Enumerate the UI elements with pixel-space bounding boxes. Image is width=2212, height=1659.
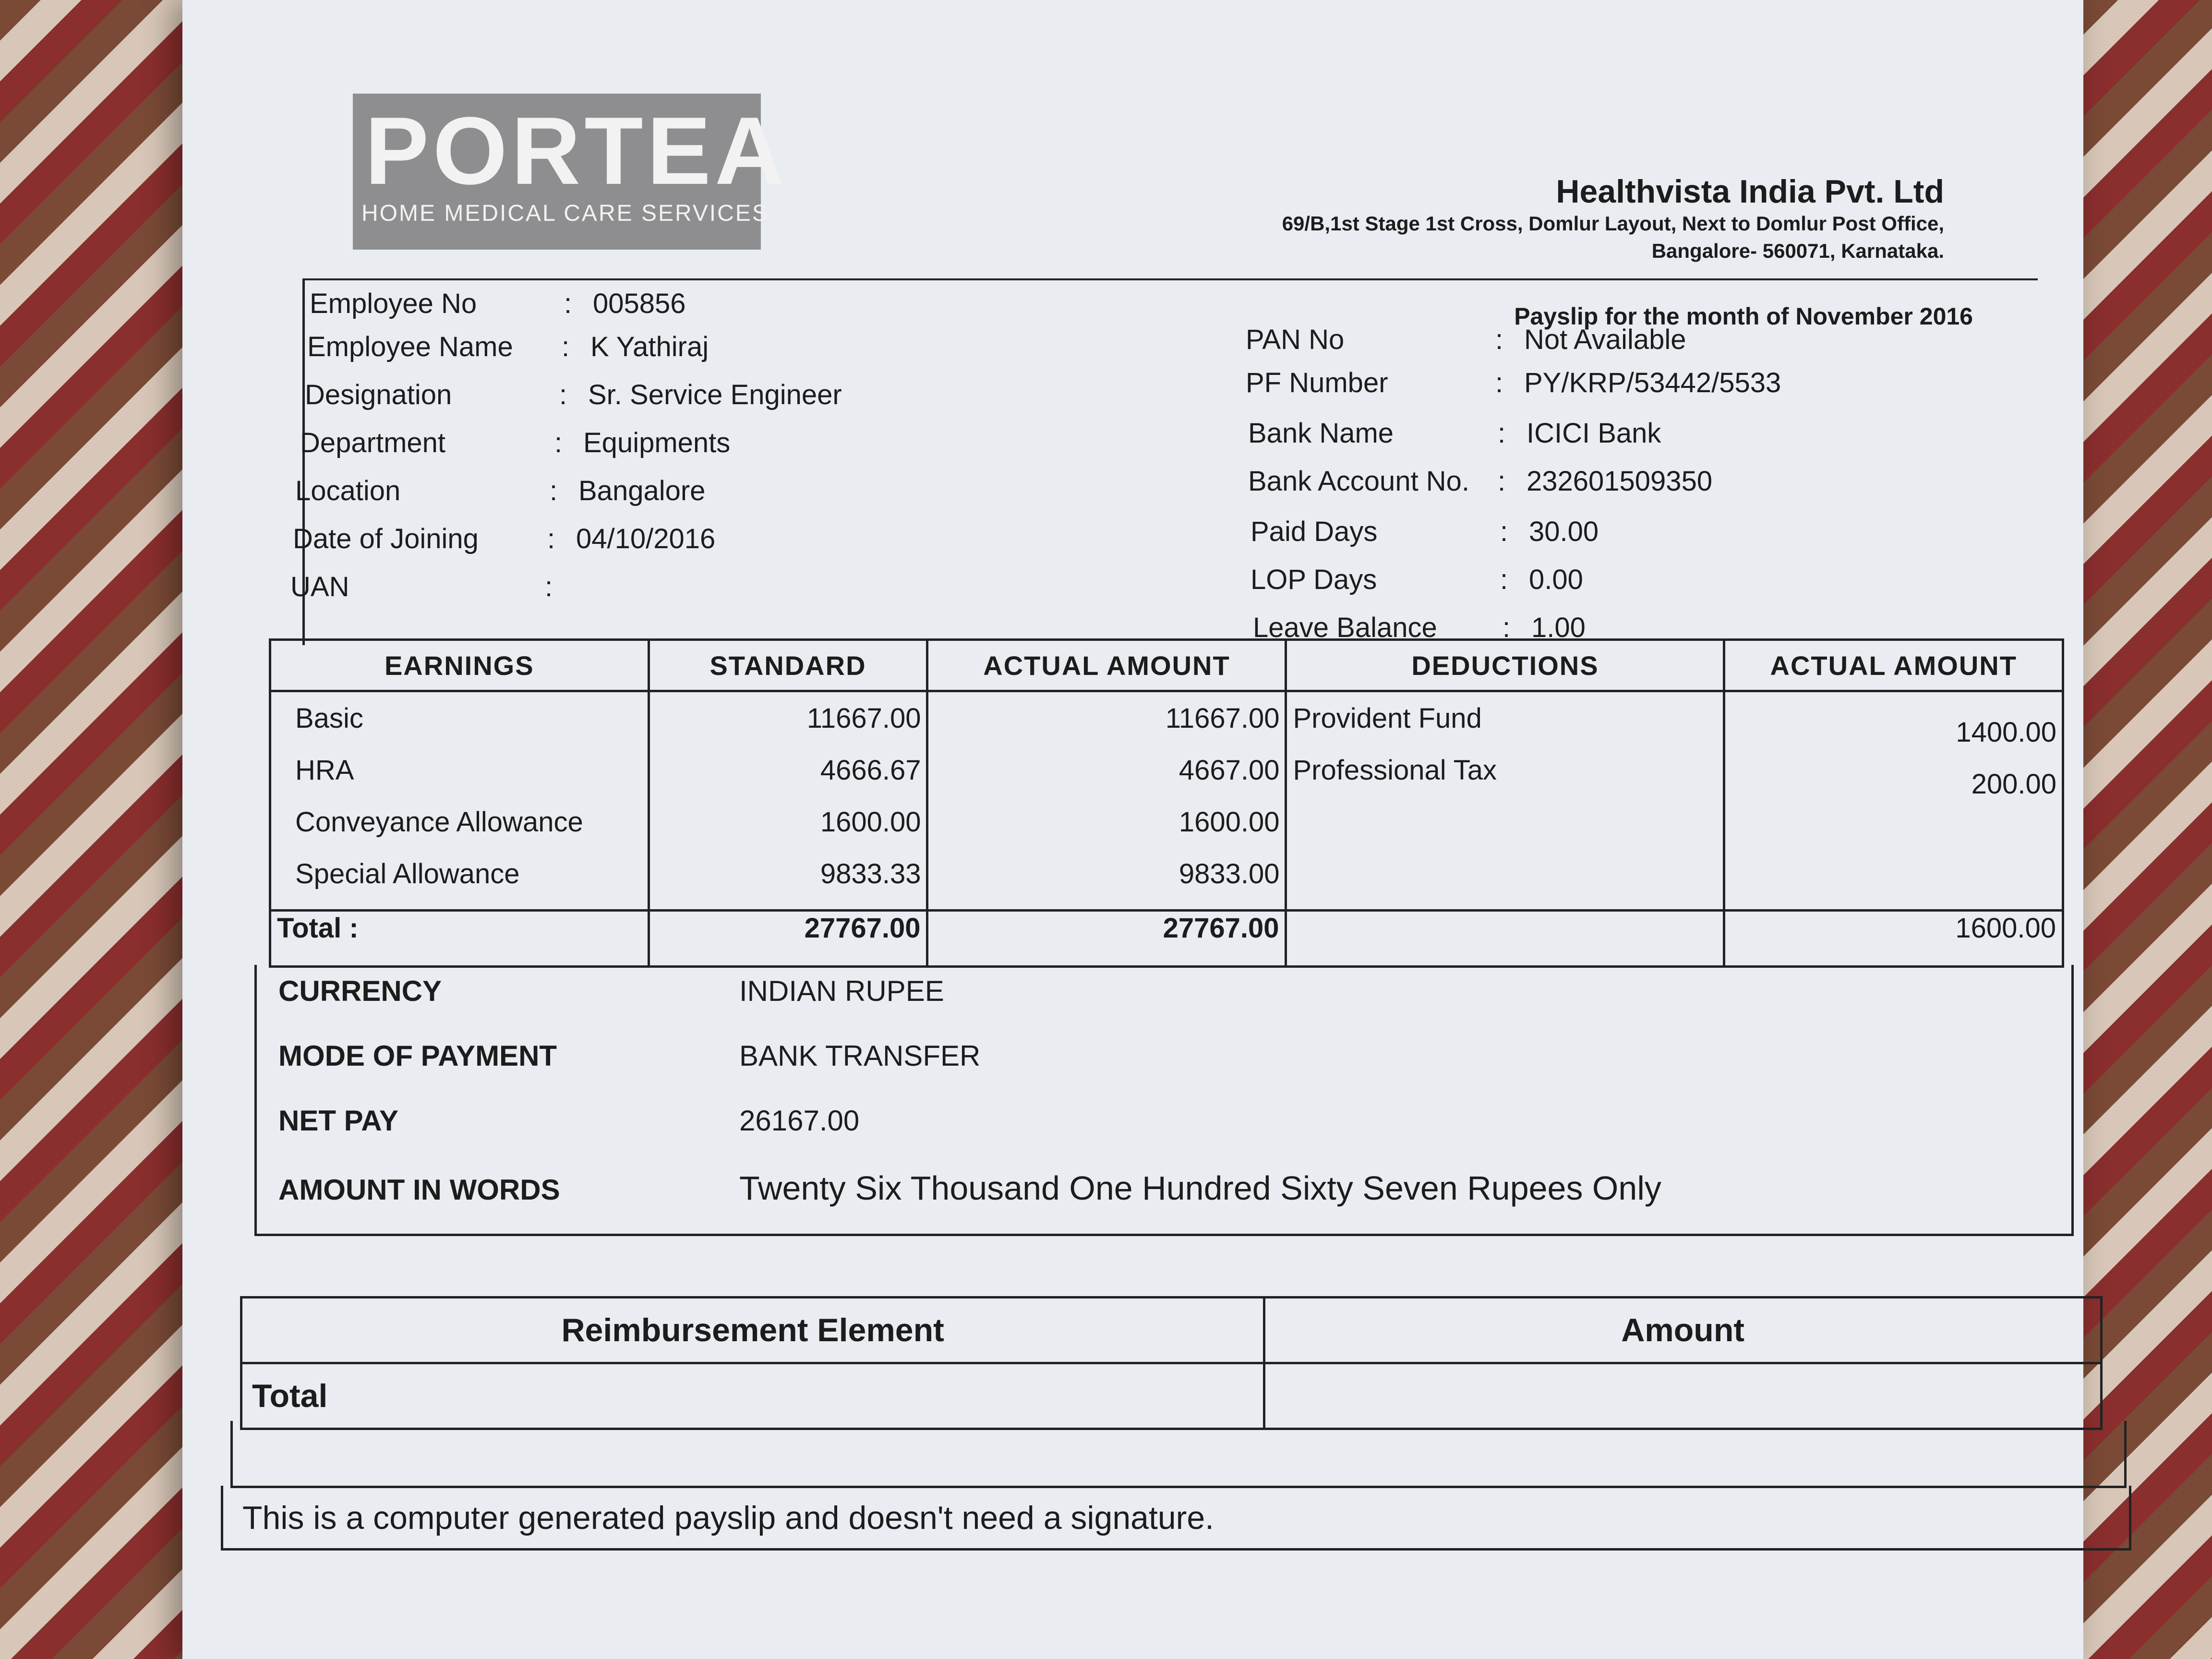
actual-values (927, 691, 1286, 911)
standard-values (649, 691, 927, 911)
total-label: Total : (270, 911, 649, 967)
footer-note: This is a computer generated payslip and doesn't need a signature. (221, 1486, 2131, 1551)
employee-info-block (290, 278, 2038, 645)
lop-days-row: LOP Days : 0.00 (1250, 564, 1583, 595)
employee-name: K Yathiraj (590, 331, 709, 362)
payment-mode: BANK TRANSFER (739, 1040, 981, 1072)
pf-row: PF Number : PY/KRP/53442/5533 (1246, 367, 1781, 398)
list-item: 9833.00 (1178, 858, 1280, 890)
date-of-joining: 04/10/2016 (576, 523, 716, 554)
table-header-row (270, 640, 2063, 691)
earnings-deductions-table (269, 638, 2064, 968)
company-logo (353, 94, 788, 250)
total-standard: 27767.00 (649, 911, 927, 967)
total-deductions: 1600.00 (1724, 911, 2063, 967)
reimbursement-element-header: Reimbursement Element (241, 1298, 1264, 1363)
list-item: 11667.00 (1165, 703, 1280, 734)
employee-no: 005856 (593, 288, 686, 319)
location-row: Location : Bangalore (295, 475, 706, 506)
list-item: 11667.00 (806, 703, 921, 734)
bank-account-row: Bank Account No. : 232601509350 (1248, 466, 1713, 497)
amount-in-words: Twenty Six Thousand One Hundred Sixty Seven Rupees Only (739, 1169, 1661, 1207)
payment-mode-row: MODE OF PAYMENT BANK TRANSFER (278, 1040, 981, 1072)
logo-wordmark: PORTEA (365, 97, 788, 204)
list-item: Provident Fund (1293, 703, 1482, 734)
list-item: 1600.00 (820, 806, 921, 838)
pan-number: Not Available (1524, 324, 1686, 355)
location: Bangalore (578, 475, 706, 506)
table-body-row (270, 691, 2063, 911)
paid-days: 30.00 (1529, 516, 1599, 547)
company-address-line1: 69/B,1st Stage 1st Cross, Domlur Layout, Next to Domlur Post Office, (1282, 212, 1944, 235)
date-of-joining-row: Date of Joining : 04/10/2016 (293, 523, 716, 554)
payslip-title: Payslip for the month of November 2016 (1514, 303, 1973, 330)
list-item: 200.00 (1971, 769, 2056, 800)
net-pay-row: NET PAY 26167.00 (278, 1105, 860, 1137)
pf-number: PY/KRP/53442/5533 (1524, 367, 1781, 398)
payslip-sheet (182, 0, 2083, 1659)
deduction-amount-header: ACTUAL AMOUNT (1724, 640, 2063, 691)
designation-row: Designation : Sr. Service Engineer (305, 379, 842, 410)
department: Equipments (583, 427, 731, 458)
leave-balance: 1.00 (1531, 612, 1586, 643)
deduction-values (1724, 691, 2063, 911)
lop-days: 0.00 (1529, 564, 1583, 595)
standard-header: STANDARD (649, 640, 927, 691)
list-item: Conveyance Allowance (295, 806, 583, 838)
employee-no-row: Employee No : 005856 (310, 288, 686, 319)
list-item: 4667.00 (1178, 755, 1280, 786)
blank-row (230, 1421, 2127, 1488)
bank-name: ICICI Bank (1527, 418, 1661, 449)
list-item: Basic (295, 703, 363, 734)
deduction-names (1286, 691, 1724, 911)
company-address-line2: Bangalore- 560071, Karnataka. (1651, 239, 1944, 262)
employee-name-row: Employee Name : K Yathiraj (307, 331, 709, 362)
list-item: 4666.67 (820, 755, 921, 786)
amount-in-words-row: AMOUNT IN WORDS Twenty Six Thousand One Hundred Sixty Seven Rupees Only (278, 1169, 1661, 1207)
list-item: HRA (295, 755, 354, 786)
department-row: Department : Equipments (300, 427, 731, 458)
reimbursement-amount-header: Amount (1264, 1298, 2102, 1363)
logo-tagline: HOME MEDICAL CARE SERVICES (361, 201, 769, 226)
list-item: 9833.33 (820, 858, 921, 890)
actual-amount-header: ACTUAL AMOUNT (927, 640, 1286, 691)
total-actual: 27767.00 (927, 911, 1286, 967)
list-item: Special Allowance (295, 858, 520, 890)
list-item: 1600.00 (1178, 806, 1280, 838)
bank-account-number: 232601509350 (1527, 466, 1713, 497)
designation: Sr. Service Engineer (588, 379, 842, 410)
earnings-names (270, 691, 649, 911)
reimbursement-total-label: Total (241, 1363, 1264, 1429)
list-item: 1400.00 (1956, 717, 2056, 748)
payment-summary (254, 965, 2074, 1236)
uan-row: UAN : (290, 571, 553, 602)
paid-days-row: Paid Days : 30.00 (1250, 516, 1599, 547)
company-header (1282, 173, 1944, 264)
net-pay: 26167.00 (739, 1105, 860, 1137)
leave-balance-row: Leave Balance : 1.00 (1253, 612, 1586, 643)
pan-row: PAN No : Not Available (1246, 324, 1686, 355)
reimbursement-table (240, 1296, 2103, 1430)
bank-name-row: Bank Name : ICICI Bank (1248, 418, 1661, 449)
company-name: Healthvista India Pvt. Ltd (1556, 173, 1944, 210)
totals-row (270, 911, 2063, 967)
reimbursement-header-row (241, 1298, 2102, 1363)
reimbursement-total-row (241, 1363, 2102, 1429)
currency-row: CURRENCY INDIAN RUPEE (278, 975, 944, 1007)
earnings-header: EARNINGS (270, 640, 649, 691)
currency: INDIAN RUPEE (739, 975, 944, 1007)
list-item: Professional Tax (1293, 755, 1497, 786)
deductions-header: DEDUCTIONS (1286, 640, 1724, 691)
